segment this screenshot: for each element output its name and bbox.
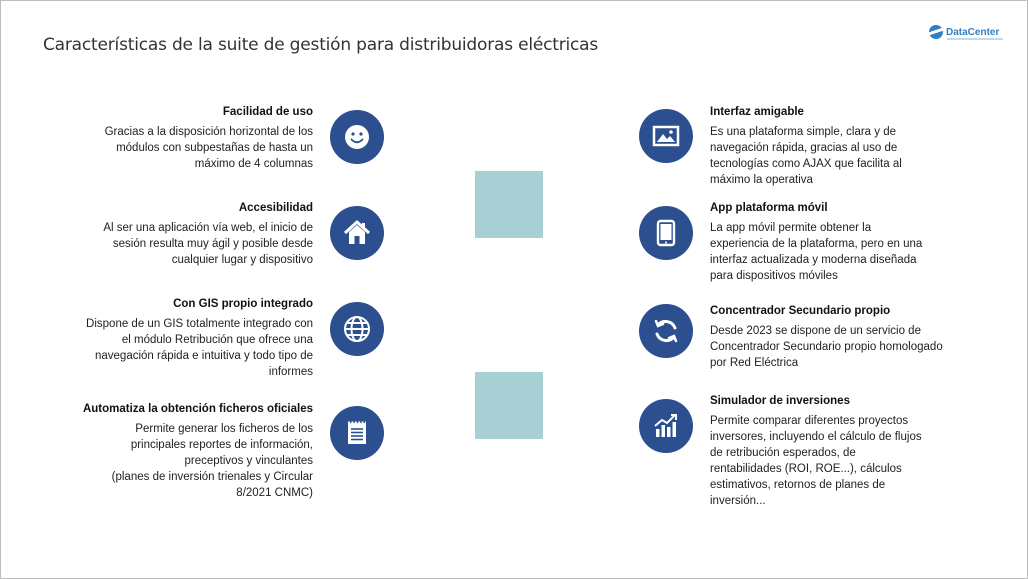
feature-description: Gracias a la disposición horizontal de los módulos con subpestañas de hasta un máximo de 4 columnas [104,126,313,170]
logo-text: DataCenter [946,26,1000,38]
feature-gis-integrado [13,297,313,380]
feature-interfaz-amigable [710,105,970,188]
feature-accesibilidad [13,201,313,268]
feature-description: La app móvil permite obtener la experiencia de la plataforma, pero en una interfaz actualizada y moderna diseñada para dispositivos móviles [710,222,923,282]
logo-tagline-decoration [947,38,1003,40]
decorative-square [475,372,543,439]
feature-description: Permite generar los ficheros de los principales reportes de información, preceptivos y vinculantes (planes de inversión trienales y Circular 8/2021 CNMC) [111,423,313,499]
image-icon [639,109,693,163]
feature-description: Dispone de un GIS totalmente integrado con el módulo Retribución que ofrece una navegación rápida e intuitiva y todo tipo de informes [86,318,313,378]
page-title: Características de la suite de gestión para distribuidoras eléctricas [43,35,599,55]
feature-heading: Facilidad de uso [222,106,313,118]
decorative-square [475,171,543,238]
datacenter-logo-icon [929,25,943,39]
feature-ficheros-oficiales [13,402,313,501]
feature-heading: App plataforma móvil [710,202,828,214]
document-icon [330,406,384,460]
feature-heading: Con GIS propio integrado [173,298,313,310]
feature-heading: Accesibilidad [238,202,313,214]
datacenter-logo [929,25,999,39]
house-icon [330,206,384,260]
feature-concentrador-secundario [710,304,970,371]
feature-app-movil [710,201,970,284]
feature-description: Desde 2023 se dispone de un servicio de Concentrador Secundario propio homologado por Red Eléctrica [710,325,943,369]
feature-simulador-inversiones [710,394,970,509]
smiley-icon [330,110,384,164]
tablet-icon [639,206,693,260]
feature-heading: Simulador de inversiones [710,395,850,407]
feature-heading: Interfaz amigable [710,106,804,118]
feature-description: Es una plataforma simple, clara y de navegación rápida, gracias al uso de tecnologías como AJAX que facilita al máximo la operativa [710,126,902,186]
feature-description: Permite comparar diferentes proyectos inversores, incluyendo el cálculo de flujos de retribución esperados, de rentabilidades (ROI, ROE...), cálculos estimativos, retornos de planes de inversión... [710,415,922,507]
feature-heading: Automatiza la obtención ficheros oficiales [82,403,313,415]
feature-description: Al ser una aplicación vía web, el inicio de sesión resulta muy ágil y posible desde cualquier lugar y dispositivo [103,222,313,266]
globe-icon [330,302,384,356]
feature-facilidad-de-uso [13,105,313,172]
feature-heading: Concentrador Secundario propio [710,305,891,317]
refresh-icon [639,304,693,358]
growth-chart-icon [639,399,693,453]
